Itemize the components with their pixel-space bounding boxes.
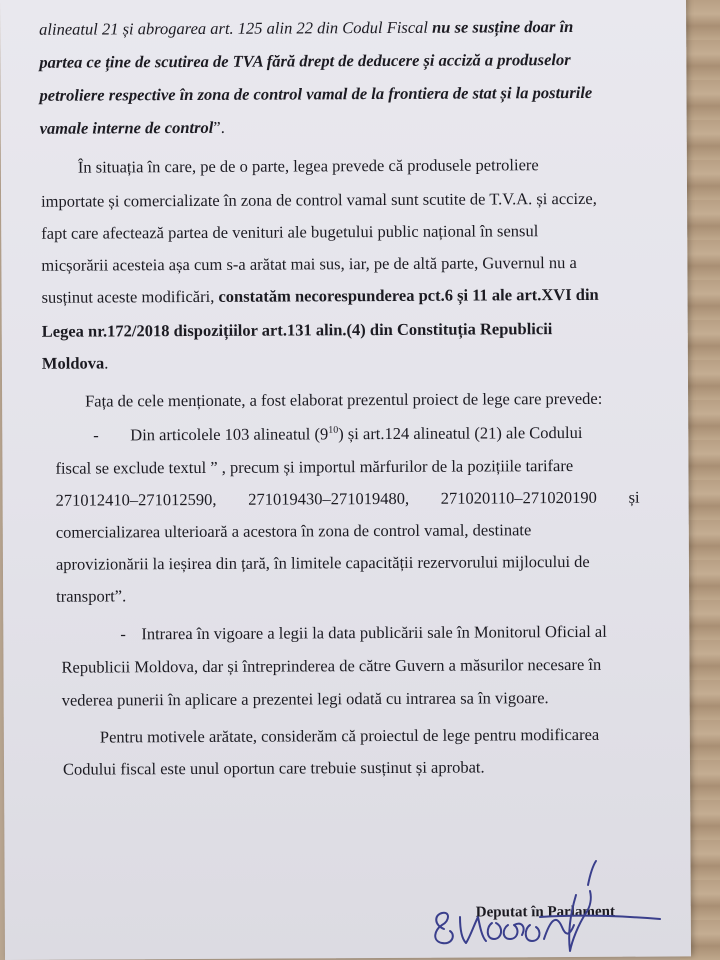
p1-line-2: partea ce ține de scutirea de TVA fără drept de deducere și acciză a produselor xyxy=(39,50,571,72)
item2-dash: - xyxy=(120,624,126,644)
item1-line-1: Din articolele 103 alineatul $(9^{10})$ și art.124 alineatul (21) ale Codului xyxy=(130,422,583,445)
p2-line-2: importate și comercializate în zona de control vamal sunt scutite de T.V.A. și accize, xyxy=(41,188,597,211)
p2-line-7: Moldova. xyxy=(41,353,109,373)
p2-line-3: fapt care afectează partea de venituri ale bugetului public național în sensul xyxy=(41,221,539,243)
item1-line-2: fiscal se exclude textul ” , precum și importul mărfurilor de la pozițiile tarifare xyxy=(55,456,574,478)
p2-line-6: Legea nr.172/2018 dispozițiilor art.131 alin.(4) din Constituția Republicii xyxy=(41,319,553,341)
item1-line-5: aprovizionării la ieșirea din țară, în limitele capacității rezervorului mijlocului de xyxy=(55,551,590,574)
p4-line-2: Codului fiscal este unul oportun care trebuie susținut și aprobat. xyxy=(62,757,485,779)
p1-line-3: petroliere respective în zona de control vamal de la frontiera de stat și la posturile xyxy=(39,82,593,105)
p4-line-1: Pentru motivele arătate, considerăm că proiectul de lege pentru modificarea xyxy=(99,724,600,747)
item2-line-3: vederea punerii în aplicare a prezentei legi odată cu intrarea sa în vigoare. xyxy=(61,688,549,710)
deputy-title: Deputat în Parlament xyxy=(475,903,615,921)
p2-line-1: În situația în care, pe de o parte, legea prevede că produsele petroliere xyxy=(77,155,539,177)
p2-line-4: micșorării acesteia așa cum s-a arătat mai sus, iar, pe de altă parte, Guvernul nu a xyxy=(41,252,577,275)
item2-line-2: Republicii Moldova, dar și întreprinderea de către Guvern a măsurilor necesare în xyxy=(61,654,602,677)
handwritten-signature xyxy=(420,855,670,955)
p1-line-1: alineatul 21 și abrogarea art. 125 alin 22 din Codul Fiscal nu se susține doar în xyxy=(39,16,574,39)
item1-line-4: comercializarea ulterioară a acestora în zona de control vamal, destinate xyxy=(55,520,532,542)
item1-line-3-tariff-codes: 271012410–271012590, 271019430–271019480, 271020110–271020190 și xyxy=(55,487,640,510)
item2-line-1: Intrarea în vigoare a legii la data publicării sale în Monitorul Oficial al xyxy=(141,621,607,644)
p3-line-1: Fața de cele menționate, a fost elaborat prezentul proiect de lege care prevede: xyxy=(85,388,603,411)
p2-line-5: susținut aceste modificări, constatăm necorespunderea pct.6 și 11 ale art.XVI din xyxy=(41,284,599,307)
item1-line-6: transport”. xyxy=(56,586,127,606)
p1-line-4: vamale interne de control”. xyxy=(39,117,225,138)
item1-dash: - xyxy=(93,425,99,445)
